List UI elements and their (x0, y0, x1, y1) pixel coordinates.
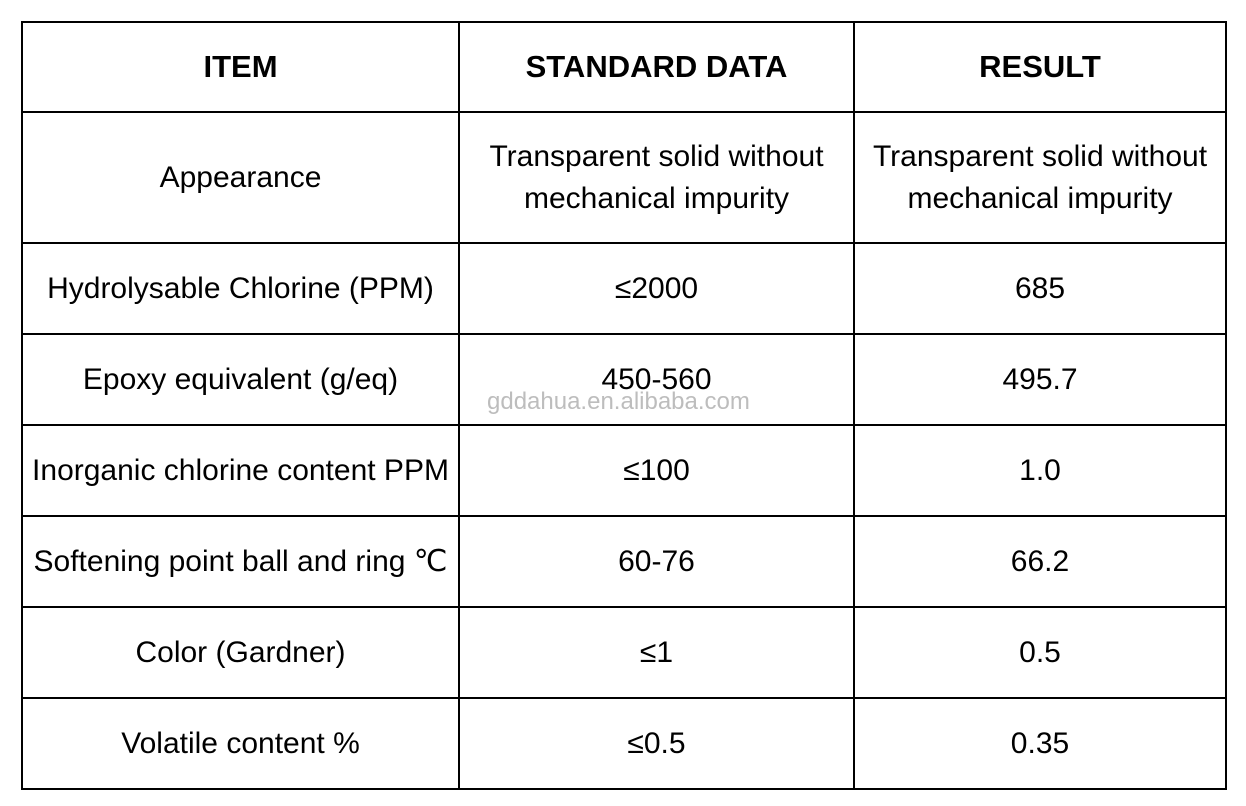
table-row-color-gardner (22, 607, 1226, 698)
cell-item: Color (Gardner) (22, 607, 459, 698)
header-standard-data: STANDARD DATA (459, 22, 854, 112)
cell-result: Transparent solid without mechanical impurity (854, 112, 1226, 243)
cell-standard: ≤0.5 (459, 698, 854, 789)
cell-result: 685 (854, 243, 1226, 334)
cell-item: Epoxy equivalent (g/eq) (22, 334, 459, 425)
cell-standard: ≤100 (459, 425, 854, 516)
table-row-hydrolysable-chlorine (22, 243, 1226, 334)
table-row-epoxy-equivalent (22, 334, 1226, 425)
cell-result: 0.35 (854, 698, 1226, 789)
header-result: RESULT (854, 22, 1226, 112)
cell-result: 1.0 (854, 425, 1226, 516)
cell-standard: 450-560 (459, 334, 854, 425)
header-item: ITEM (22, 22, 459, 112)
cell-standard: 60-76 (459, 516, 854, 607)
table-row-appearance (22, 112, 1226, 243)
table-row-softening-point (22, 516, 1226, 607)
cell-item: Inorganic chlorine content PPM (22, 425, 459, 516)
cell-item: Softening point ball and ring ℃ (22, 516, 459, 607)
cell-result: 495.7 (854, 334, 1226, 425)
table-header-row (22, 22, 1226, 112)
table-row-inorganic-chlorine (22, 425, 1226, 516)
watermark-text: gddahua.en.alibaba.com (487, 388, 750, 415)
cell-result: 0.5 (854, 607, 1226, 698)
table-row-volatile-content (22, 698, 1226, 789)
cell-result: 66.2 (854, 516, 1226, 607)
cell-item: Volatile content % (22, 698, 459, 789)
cell-standard: Transparent solid without mechanical impurity (459, 112, 854, 243)
cell-item: Hydrolysable Chlorine (PPM) (22, 243, 459, 334)
cell-standard: ≤1 (459, 607, 854, 698)
cell-standard: ≤2000 (459, 243, 854, 334)
spec-table (21, 21, 1227, 790)
cell-item: Appearance (22, 112, 459, 243)
